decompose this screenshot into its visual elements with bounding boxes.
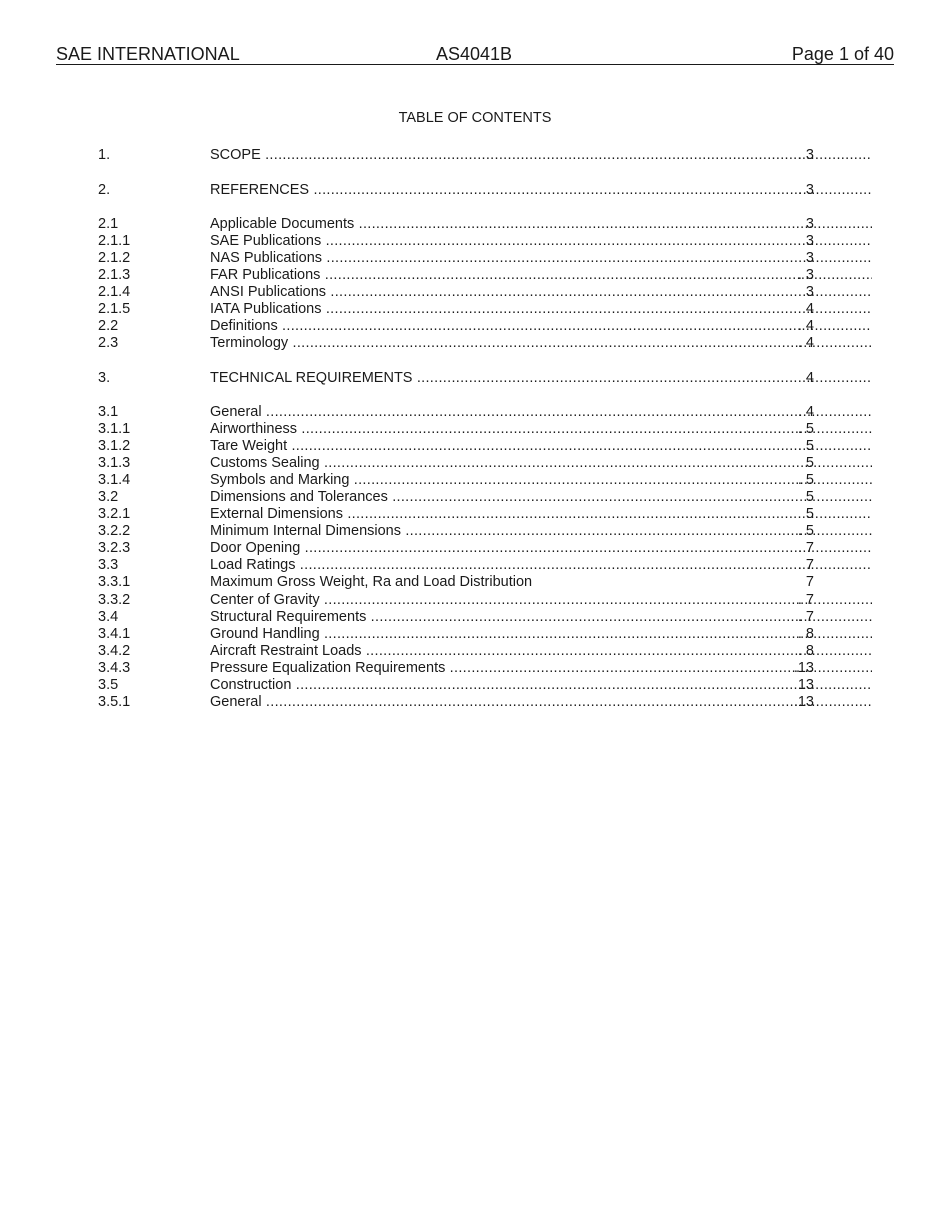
toc-row[interactable] bbox=[98, 609, 818, 626]
toc-page-number: 3 bbox=[805, 216, 814, 232]
toc-number: 3. bbox=[98, 370, 111, 386]
toc-entry-title: Minimum Internal Dimensions ..... bbox=[210, 523, 872, 540]
toc-entry-title: General ..... bbox=[210, 404, 872, 421]
toc-number: 3.3.2 bbox=[98, 592, 131, 608]
toc-number: 1. bbox=[98, 147, 111, 163]
toc-row[interactable] bbox=[98, 318, 818, 335]
toc-row[interactable] bbox=[98, 182, 818, 199]
toc-entry-title: Tare Weight ..... bbox=[210, 438, 872, 455]
toc-row[interactable] bbox=[98, 643, 818, 660]
toc-row[interactable] bbox=[98, 574, 818, 591]
toc-number: 3.1 bbox=[98, 404, 119, 420]
toc-entry-title: Center of Gravity ..... bbox=[210, 592, 872, 609]
header-page-indicator: Page 1 of 40 bbox=[791, 44, 894, 64]
toc-number: 2.1.2 bbox=[98, 250, 131, 266]
toc-row[interactable] bbox=[98, 370, 818, 387]
toc-row[interactable] bbox=[98, 335, 818, 352]
toc-entry-title: Dimensions and Tolerances ..... bbox=[210, 489, 872, 506]
toc-page-number: .13 bbox=[793, 694, 814, 710]
toc-row[interactable] bbox=[98, 626, 818, 643]
toc-row[interactable] bbox=[98, 557, 818, 574]
toc-row[interactable] bbox=[98, 147, 818, 164]
toc-page-number: 3 bbox=[805, 233, 814, 249]
toc-number: 3.2.1 bbox=[98, 506, 131, 522]
toc-page-number: . 8 bbox=[797, 643, 814, 659]
toc-row[interactable] bbox=[98, 489, 818, 506]
toc-number: 3.2 bbox=[98, 489, 119, 505]
toc-page-number: . 8 bbox=[797, 626, 814, 642]
toc-page-number: 5 bbox=[805, 455, 814, 471]
toc-number: 2.1.4 bbox=[98, 284, 131, 300]
toc-entry-title: Applicable Documents ..... bbox=[210, 216, 872, 233]
toc-row[interactable] bbox=[98, 660, 818, 677]
toc-page-number: . 3 bbox=[797, 182, 814, 198]
toc-entry-title: Aircraft Restraint Loads ..... bbox=[210, 643, 872, 660]
toc-number: 3.4.3 bbox=[98, 660, 131, 676]
toc-row[interactable] bbox=[98, 267, 818, 284]
toc-number: 3.3 bbox=[98, 557, 119, 573]
toc-page-number: . 5 bbox=[797, 472, 814, 488]
toc-entry-title: FAR Publications ..... bbox=[210, 267, 872, 284]
toc-row[interactable] bbox=[98, 233, 818, 250]
toc-page-number: 5 bbox=[805, 506, 814, 522]
toc-number: 2. bbox=[98, 182, 111, 198]
toc-number: 3.1.4 bbox=[98, 472, 131, 488]
toc-entry-title: Ground Handling ..... bbox=[210, 626, 872, 643]
toc-page-number: . 7 bbox=[797, 592, 814, 608]
toc-page-number: . 7 bbox=[797, 609, 814, 625]
toc-entry-title: General ..... bbox=[210, 694, 872, 711]
toc-number: 3.1.2 bbox=[98, 438, 131, 454]
toc-row[interactable] bbox=[98, 421, 818, 438]
toc-number: 2.1 bbox=[98, 216, 119, 232]
toc-entry-title: Pressure Equalization Requirements ..... bbox=[210, 660, 872, 677]
toc-entry-title: NAS Publications ..... bbox=[210, 250, 872, 267]
toc-entry-title: Construction ..... bbox=[210, 677, 872, 694]
toc-number: 3.4.2 bbox=[98, 643, 131, 659]
toc-row[interactable] bbox=[98, 540, 818, 557]
toc-entry-title: Load Ratings ..... bbox=[210, 557, 872, 574]
header-organization: SAE INTERNATIONAL bbox=[56, 44, 240, 64]
toc-page-number: . 4 bbox=[797, 335, 814, 351]
toc-entry-title: Terminology ..... bbox=[210, 335, 872, 352]
toc-page-number: . 7 bbox=[797, 540, 814, 556]
toc-entry-title: Definitions ..... bbox=[210, 318, 872, 335]
toc-page-number: . 3 bbox=[797, 267, 814, 283]
toc-row[interactable] bbox=[98, 455, 818, 472]
toc-number: 2.1.1 bbox=[98, 233, 131, 249]
toc-entry-title: Door Opening ..... bbox=[210, 540, 872, 557]
toc-row[interactable] bbox=[98, 592, 818, 609]
toc-number: 3.5.1 bbox=[98, 694, 131, 710]
toc-page-number: 3 bbox=[805, 250, 814, 266]
toc-number: 2.1.3 bbox=[98, 267, 131, 283]
toc-row[interactable] bbox=[98, 250, 818, 267]
toc-page-number: 3 bbox=[805, 284, 814, 300]
toc-number: 3.3.1 bbox=[98, 574, 131, 590]
toc-entry-title: REFERENCES ..... bbox=[210, 182, 872, 199]
toc-number: 3.1.1 bbox=[98, 421, 131, 437]
toc-page-number: 13 bbox=[797, 677, 814, 693]
toc-entry-title: ANSI Publications ..... bbox=[210, 284, 872, 301]
toc-entry-title: Airworthiness ..... bbox=[210, 421, 872, 438]
toc-page-number: 5 bbox=[805, 489, 814, 505]
toc-entry-title: Maximum Gross Weight, Ra and Load Distribution bbox=[210, 574, 533, 590]
toc-page-number: .13 bbox=[793, 660, 814, 676]
toc-number: 2.3 bbox=[98, 335, 119, 351]
toc-row[interactable] bbox=[98, 523, 818, 540]
toc-page-number: . 3 bbox=[797, 147, 814, 163]
toc-page-number: . 5 bbox=[797, 421, 814, 437]
toc-row[interactable] bbox=[98, 506, 818, 523]
toc-number: 2.1.5 bbox=[98, 301, 131, 317]
toc-page-number: . 5 bbox=[797, 523, 814, 539]
toc-page-number: 4 bbox=[805, 301, 814, 317]
toc-page-number: 4 bbox=[805, 370, 814, 386]
toc-row[interactable] bbox=[98, 677, 818, 694]
toc-entry-title: IATA Publications ..... bbox=[210, 301, 872, 318]
page-header bbox=[56, 44, 894, 65]
toc-page-number: . 5 bbox=[797, 438, 814, 454]
toc-entry-title: External Dimensions ..... bbox=[210, 506, 872, 523]
toc-number: 3.4 bbox=[98, 609, 119, 625]
toc-entry-title: SCOPE ..... bbox=[210, 147, 872, 164]
toc-entry-title: Customs Sealing ..... bbox=[210, 455, 872, 472]
toc-number: 3.2.3 bbox=[98, 540, 131, 556]
toc-row[interactable] bbox=[98, 472, 818, 489]
toc-row[interactable] bbox=[98, 216, 818, 233]
toc-number: 3.1.3 bbox=[98, 455, 131, 471]
toc-page-number: . 7 bbox=[797, 557, 814, 573]
toc-number: 3.5 bbox=[98, 677, 119, 693]
toc-title: TABLE OF CONTENTS bbox=[398, 110, 552, 126]
toc-row[interactable] bbox=[98, 438, 818, 455]
toc-number: 2.2 bbox=[98, 318, 119, 334]
toc-entry-title: Symbols and Marking ..... bbox=[210, 472, 872, 489]
toc-entry-title: SAE Publications ..... bbox=[210, 233, 872, 250]
toc-row[interactable] bbox=[98, 694, 818, 711]
header-document-number: AS4041B bbox=[436, 44, 513, 64]
toc-page-number: . 4 bbox=[797, 318, 814, 334]
toc-number: 3.2.2 bbox=[98, 523, 131, 539]
toc-row[interactable] bbox=[98, 404, 818, 421]
toc-entry-title: TECHNICAL REQUIREMENTS ..... bbox=[210, 370, 872, 387]
toc-page-number: . 4 bbox=[797, 404, 814, 420]
toc-number: 3.4.1 bbox=[98, 626, 131, 642]
toc-page-number: 7 bbox=[805, 574, 814, 590]
toc-row[interactable] bbox=[98, 301, 818, 318]
toc-entry-title: Structural Requirements ..... bbox=[210, 609, 872, 626]
toc-row[interactable] bbox=[98, 284, 818, 301]
